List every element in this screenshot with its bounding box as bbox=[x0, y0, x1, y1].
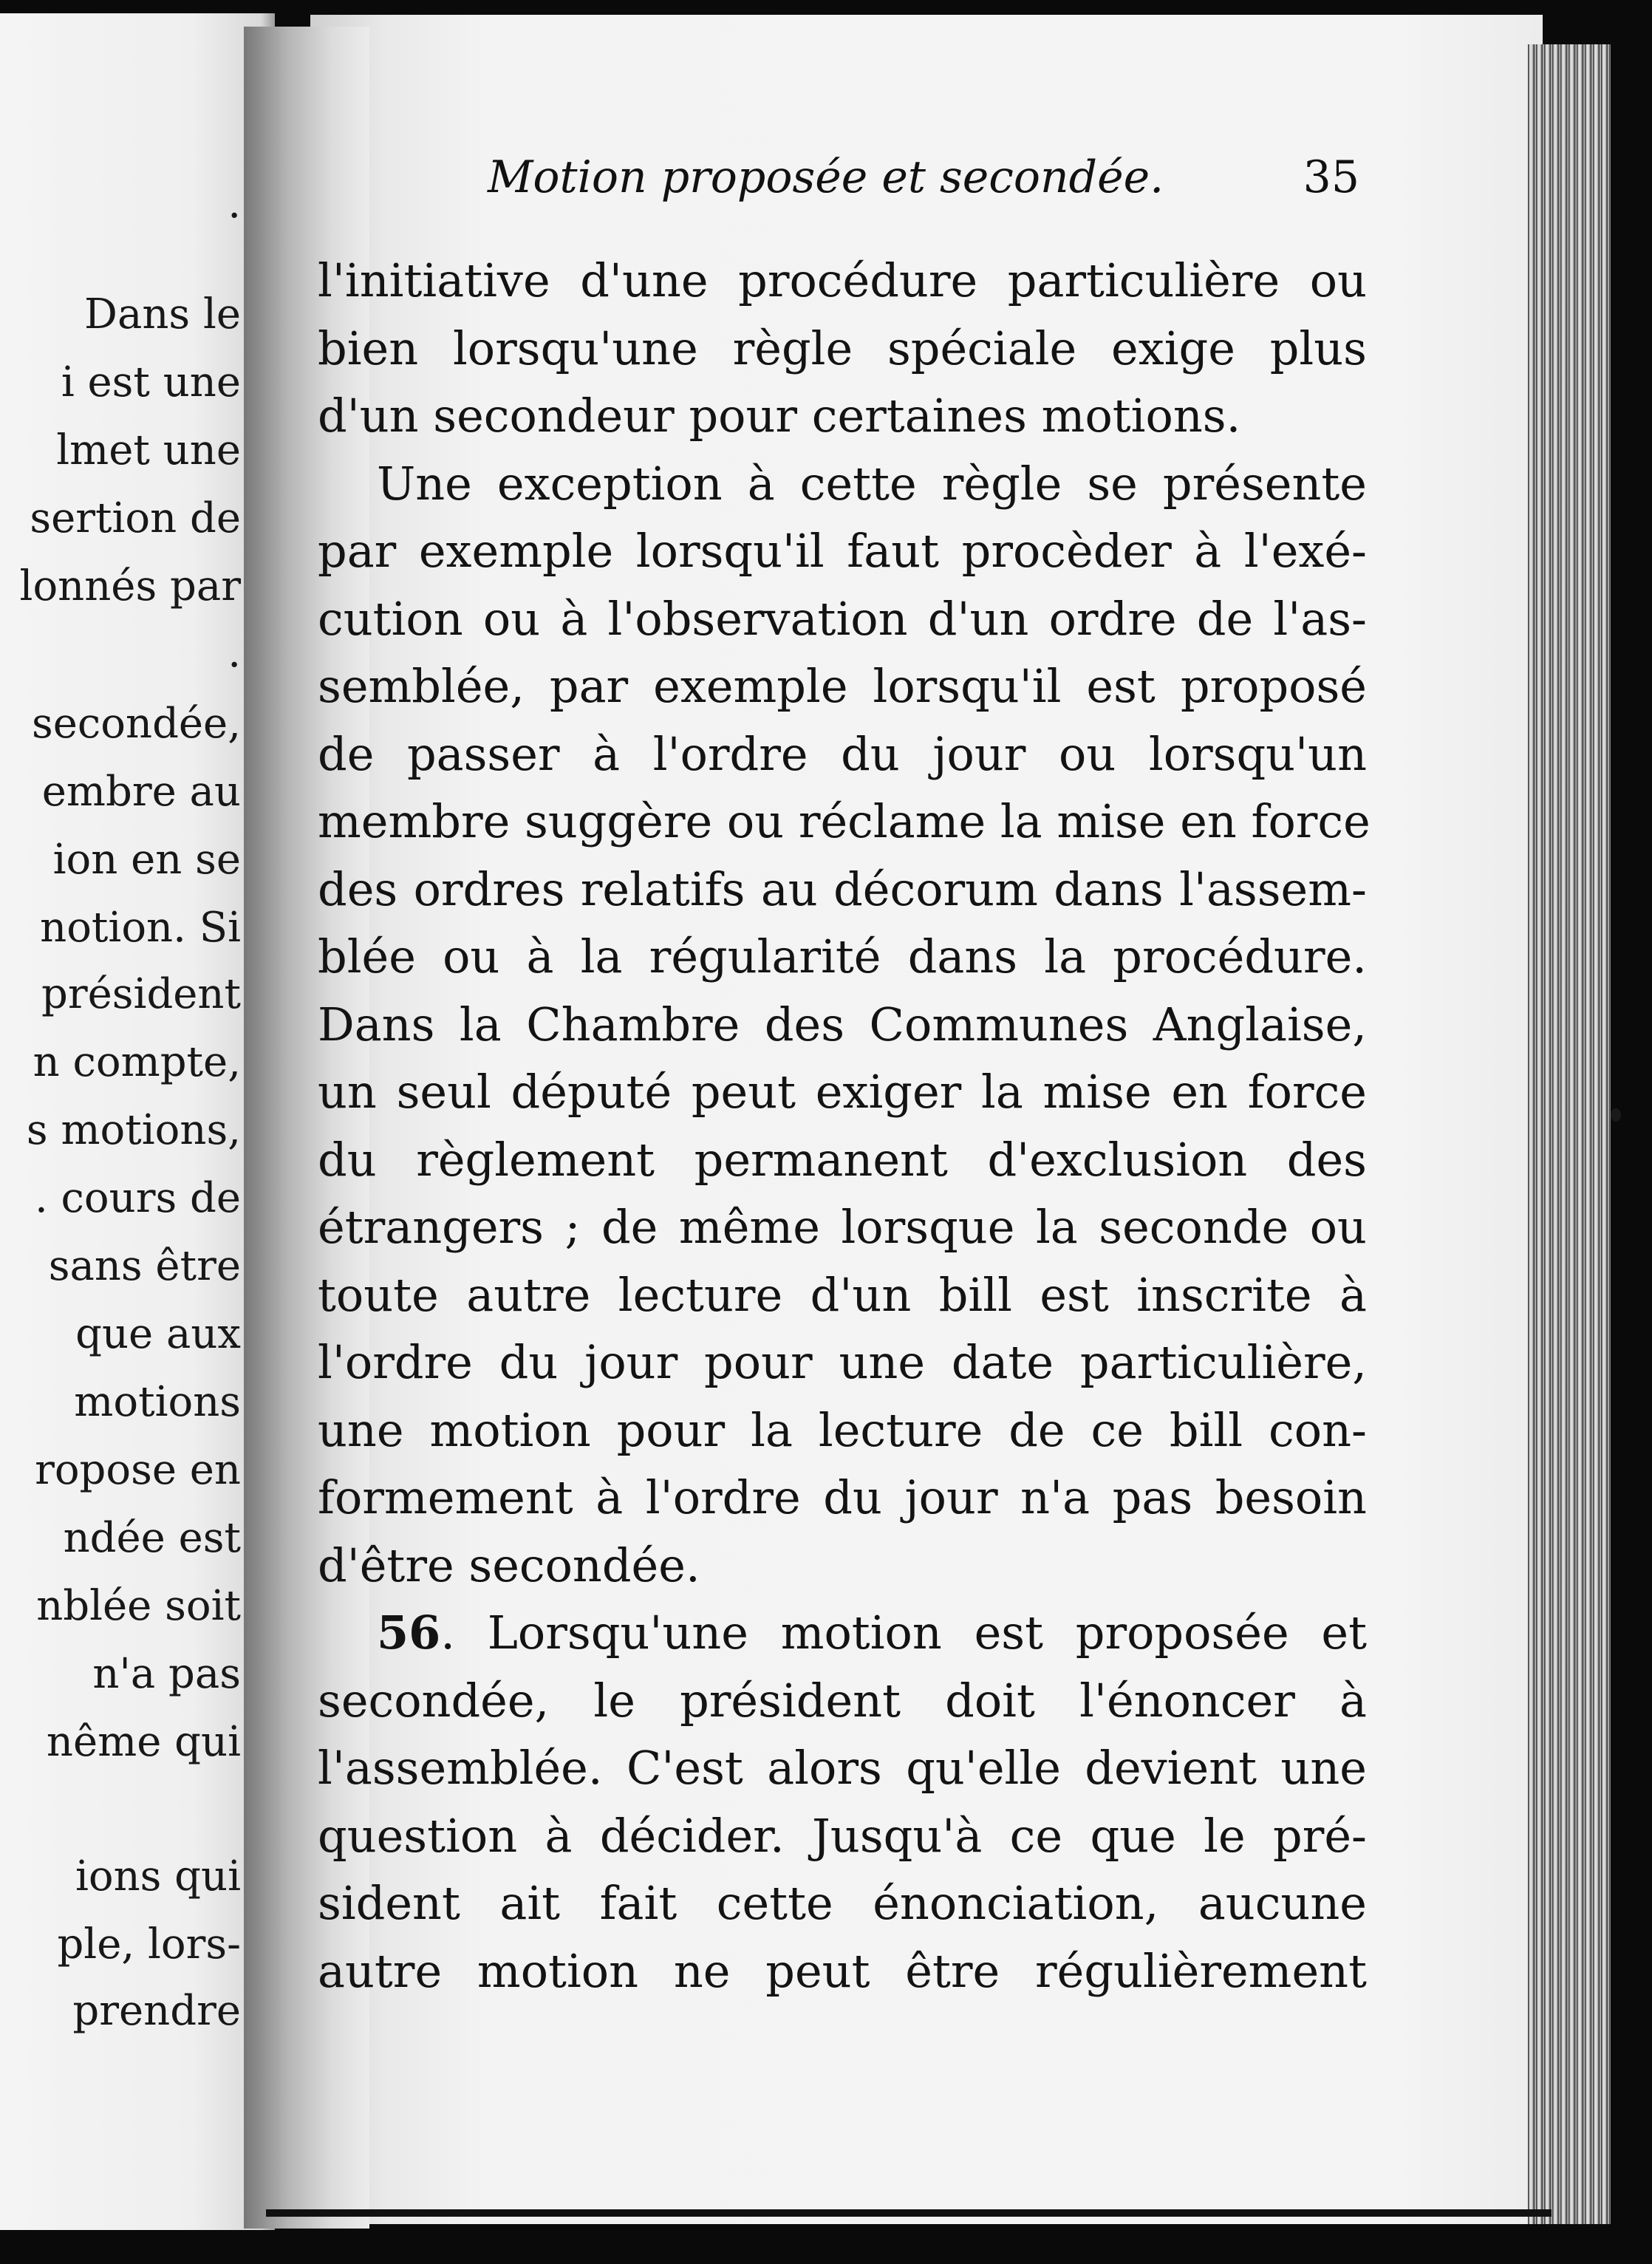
left-page-line: lonnés par bbox=[19, 562, 241, 610]
text-line: toute autre lecture d'un bill est inscrite à bbox=[318, 1267, 1367, 1322]
left-page-line: nblée soit bbox=[36, 1582, 241, 1630]
text-line: une motion pour la lecture de ce bill con- bbox=[318, 1402, 1367, 1457]
left-page-line: ions qui bbox=[75, 1852, 241, 1900]
text-line: des ordres relatifs au décorum dans l'assem- bbox=[318, 862, 1367, 916]
left-page-line: nême qui bbox=[46, 1718, 241, 1766]
text-line: cution ou à l'observation d'un ordre de l'as- bbox=[318, 591, 1367, 646]
scan-bottom-edge bbox=[266, 2209, 1552, 2217]
text-line: semblée, par exemple lorsqu'il est proposé bbox=[318, 659, 1367, 713]
text-line: bien lorsqu'une règle spéciale exige plus bbox=[318, 321, 1367, 375]
left-page-line: notion. Si bbox=[40, 904, 241, 952]
left-page-line: s motions, bbox=[26, 1106, 241, 1154]
page-edges bbox=[1528, 44, 1611, 2224]
left-page-line: motions bbox=[74, 1378, 241, 1426]
left-page-line: ion en se bbox=[52, 836, 241, 884]
text-line: formement à l'ordre du jour n'a pas besoin bbox=[318, 1470, 1367, 1524]
text-line: d'un secondeur pour certaines motions. bbox=[318, 389, 1241, 443]
text-line: l'initiative d'une procédure particulière ou bbox=[318, 253, 1367, 307]
text-line: d'être secondée. bbox=[318, 1538, 700, 1592]
running-head-title: Motion proposée et secondée. bbox=[488, 151, 1164, 203]
text-line: l'ordre du jour pour une date particulière, bbox=[318, 1335, 1367, 1389]
section-number: 56 bbox=[377, 1606, 441, 1660]
left-page-line: . cours de bbox=[34, 1174, 241, 1222]
ink-blot bbox=[1611, 1108, 1621, 1122]
text-line: blée ou à la régularité dans la procédure. bbox=[318, 930, 1367, 983]
left-page-line: sans être bbox=[48, 1242, 241, 1290]
text-line: étrangers ; de même lorsque la seconde ou bbox=[318, 1200, 1367, 1254]
left-page-line: . bbox=[228, 180, 241, 228]
text-line: par exemple lorsqu'il faut procèder à l'exé- bbox=[318, 524, 1367, 578]
text-line: membre suggère ou réclame la mise en force bbox=[318, 794, 1371, 848]
left-page-line: Dans le bbox=[84, 290, 241, 338]
left-page bbox=[0, 13, 275, 2230]
running-head bbox=[488, 148, 1359, 207]
left-page-line: n compte, bbox=[33, 1038, 241, 1086]
left-page-line: ropose en bbox=[35, 1446, 241, 1494]
text-line: Dans la Chambre des Communes Anglaise, bbox=[318, 997, 1367, 1051]
text-line: sident ait fait cette énonciation, aucune bbox=[318, 1876, 1367, 1930]
text-line: du règlement permanent d'exclusion des bbox=[318, 1132, 1367, 1187]
body-text bbox=[318, 247, 1371, 2005]
section-56-first-line bbox=[318, 1599, 1367, 1667]
section-first-line-text: . Lorsqu'une motion est proposée et bbox=[440, 1606, 1367, 1660]
page-number: 35 bbox=[1303, 151, 1359, 203]
text-line: l'assemblée. C'est alors qu'elle devient une bbox=[318, 1741, 1367, 1795]
text-line: Une exception à cette règle se présente bbox=[377, 456, 1367, 511]
text-line: un seul député peut exiger la mise en force bbox=[318, 1065, 1367, 1119]
left-page-line: secondée, bbox=[32, 700, 241, 748]
left-page-line: que aux bbox=[75, 1310, 241, 1358]
left-page-line: i est une bbox=[61, 358, 241, 406]
left-page-line: président bbox=[41, 970, 241, 1018]
text-line: secondée, le président doit l'énoncer à bbox=[318, 1673, 1367, 1728]
left-page-line: n'a pas bbox=[92, 1650, 241, 1698]
left-page-line: . bbox=[228, 629, 241, 677]
left-page-line: sertion de bbox=[30, 494, 241, 542]
text-line: autre motion ne peut être régulièrement bbox=[318, 1943, 1367, 1998]
text-line: de passer à l'ordre du jour ou lorsqu'un bbox=[318, 726, 1367, 781]
left-page-line: ndée est bbox=[63, 1514, 241, 1562]
left-page-line: embre au bbox=[41, 768, 241, 816]
left-page-line: prendre bbox=[72, 1987, 241, 2035]
left-page-line: ple, lors- bbox=[57, 1920, 241, 1968]
left-page-line: lmet une bbox=[56, 426, 241, 474]
text-line: question à décider. Jusqu'à ce que le pré- bbox=[318, 1808, 1367, 1863]
